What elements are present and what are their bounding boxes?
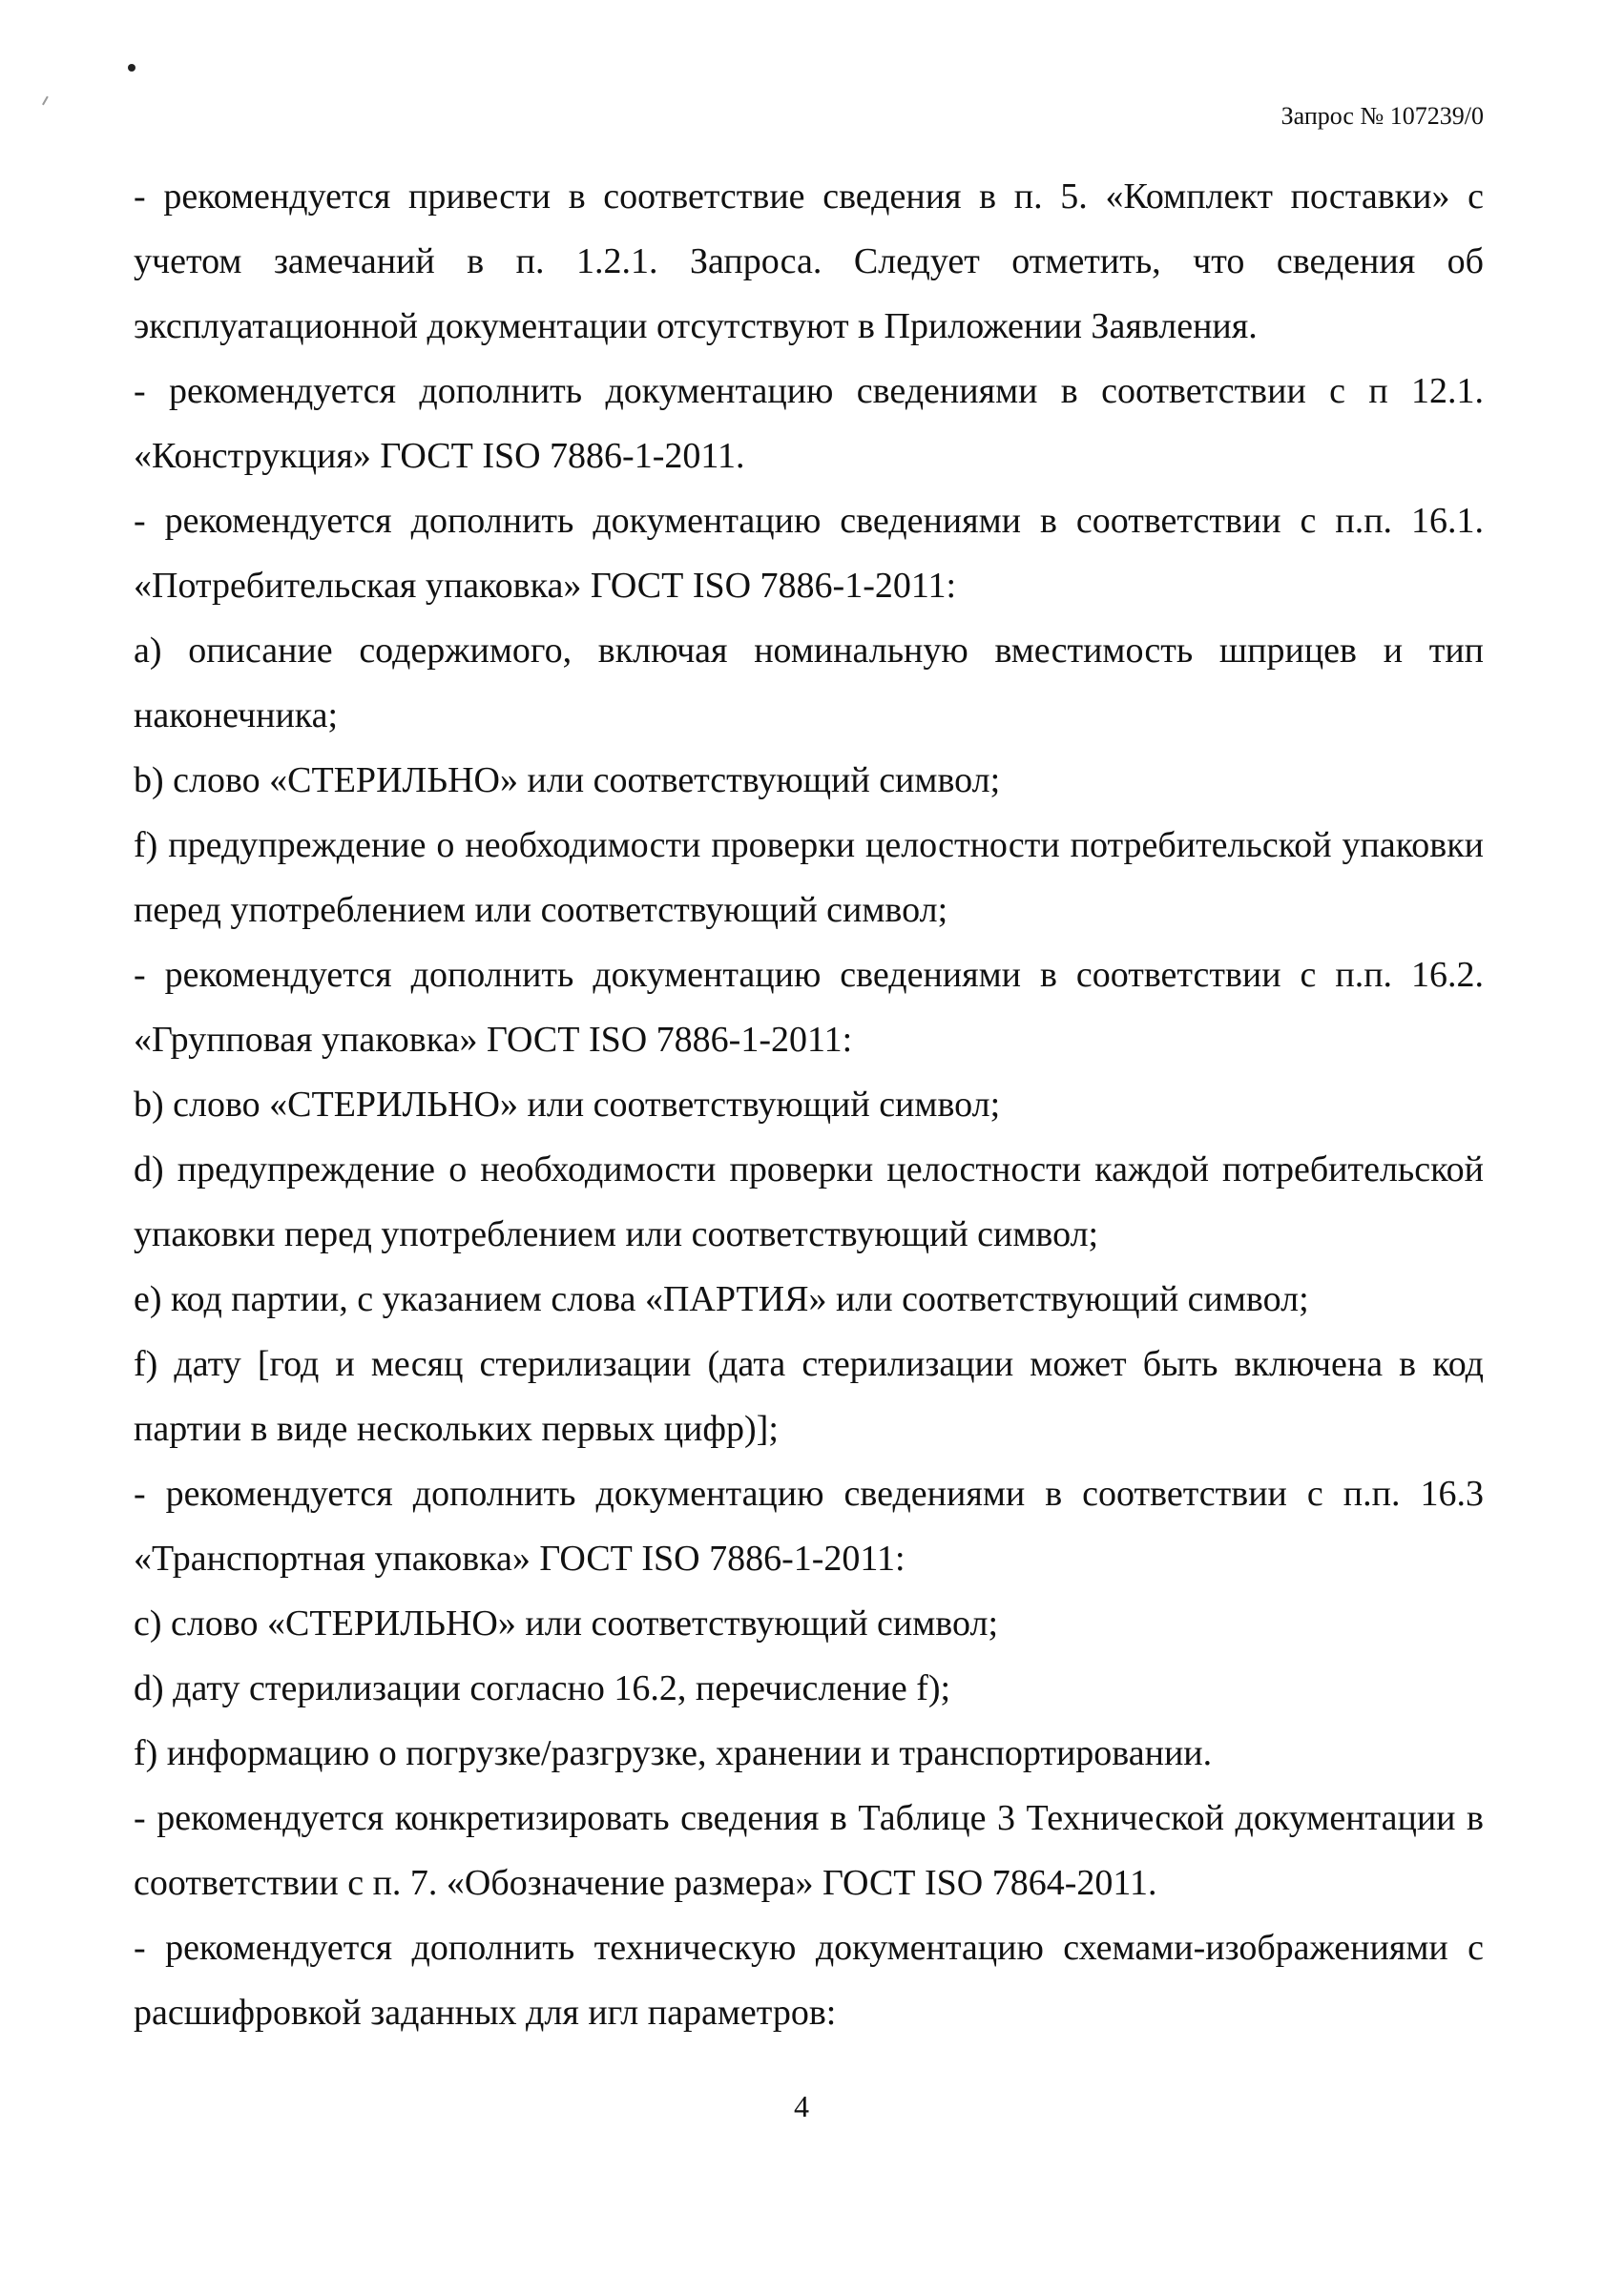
paragraph-recommendation: - рекомендуется дополнить документацию сведениями в соответствии с п.п. 16.1. «Потребительская упаковка» ГОСТ ISO 7886-1-2011: bbox=[134, 501, 1484, 606]
list-item: d) дату стерилизации согласно 16.2, перечисление f); bbox=[134, 1668, 951, 1708]
list-item: е) код партии, с указанием слова «ПАРТИЯ» или соответствующий символ; bbox=[134, 1279, 1309, 1319]
list-item: b) слово «СТЕРИЛЬНО» или соответствующий символ; bbox=[134, 1085, 1001, 1125]
scan-dot bbox=[128, 64, 135, 72]
request-reference: Запрос № 107239/0 bbox=[1280, 102, 1484, 130]
paragraph-recommendation: - рекомендуется дополнить техническую документацию схемами-изображениями с расшифровкой заданных для игл параметров: bbox=[134, 1928, 1484, 2033]
list-item: f) информацию о погрузке/разгрузке, хранении и транспортировании. bbox=[134, 1733, 1213, 1773]
document-body bbox=[134, 164, 1484, 2045]
paragraph-recommendation: - рекомендуется конкретизировать сведения в Таблице 3 Технической документации в соответствии с п. 7. «Обозначение размера» ГОСТ ISO 7864-2011. bbox=[134, 1798, 1484, 1903]
list-item: b) слово «СТЕРИЛЬНО» или соответствующий символ; bbox=[134, 760, 1001, 800]
scan-speck bbox=[42, 96, 53, 109]
paragraph-recommendation: - рекомендуется дополнить документацию сведениями в соответствии с п.п. 16.2. «Групповая упаковка» ГОСТ ISO 7886-1-2011: bbox=[134, 955, 1484, 1060]
list-item: а) описание содержимого, включая номинальную вместимость шприцев и тип наконечника; bbox=[134, 631, 1484, 735]
paragraph-recommendation: - рекомендуется привести в соответствие сведения в п. 5. «Комплект поставки» с учетом замечаний в п. 1.2.1. Запроса. Следует отметить, что сведения об эксплуатационной документации отсутствуют в Приложении Заявления. bbox=[134, 176, 1484, 346]
page-number: 4 bbox=[794, 2089, 809, 2123]
list-item: c) слово «СТЕРИЛЬНО» или соответствующий символ; bbox=[134, 1603, 999, 1644]
list-item: f) дату [год и месяц стерилизации (дата стерилизации может быть включена в код партии в виде нескольких первых цифр)]; bbox=[134, 1344, 1484, 1449]
paragraph-recommendation: - рекомендуется дополнить документацию сведениями в соответствии с п.п. 16.3 «Транспортная упаковка» ГОСТ ISO 7886-1-2011: bbox=[134, 1474, 1484, 1579]
list-item: f) предупреждение о необходимости проверки целостности потребительской упаковки перед употреблением или соответствующий символ; bbox=[134, 825, 1484, 930]
list-item: d) предупреждение о необходимости проверки целостности каждой потребительской упаковки перед употреблением или соответствующий символ; bbox=[134, 1149, 1484, 1254]
paragraph-recommendation: - рекомендуется дополнить документацию сведениями в соответствии с п 12.1. «Конструкция» ГОСТ ISO 7886-1-2011. bbox=[134, 371, 1484, 476]
